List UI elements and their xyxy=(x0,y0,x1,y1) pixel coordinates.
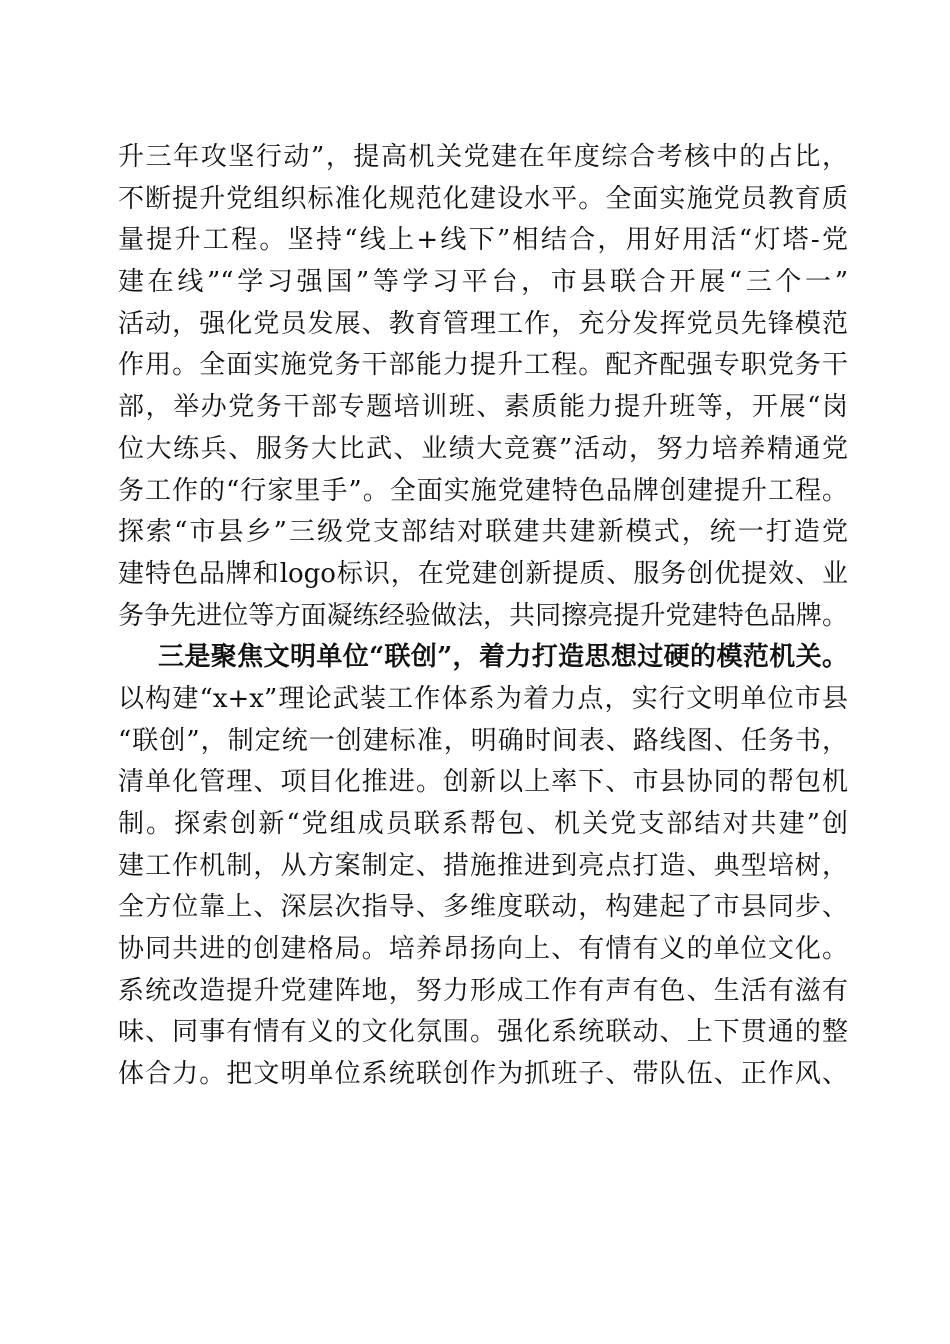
text-line: 建特色品牌和logo标识，在党建创新提质、服务创优提效、业 xyxy=(118,558,848,589)
text-line: 建工作机制，从方案制定、措施推进到亮点打造、典型培树， xyxy=(118,850,848,881)
text-line: 建在线”“学习强国”等学习平台，市县联合开展“三个一” xyxy=(118,267,848,298)
text-line: 全方位靠上、深层次指导、多维度联动，构建起了市县同步、 xyxy=(118,892,848,923)
text-line: 活动，强化党员发展、教育管理工作，充分发挥党员先锋模范 xyxy=(118,308,848,339)
text-line: 清单化管理、项目化推进。创新以上率下、市县协同的帮包机 xyxy=(118,767,848,798)
section-heading: 三是聚焦文明单位“联创”，着力打造思想过硬的模范机关。 xyxy=(158,642,848,673)
text-line: “联创”，制定统一创建标准，明确时间表、路线图、任务书， xyxy=(118,725,848,756)
text-line: 位大练兵、服务大比武、业绩大竞赛”活动，努力培养精通党 xyxy=(118,433,848,464)
text-line: 以构建“x+x”理论武装工作体系为着力点，实行文明单位市县 xyxy=(118,683,848,714)
text-line: 体合力。把文明单位系统联创作为抓班子、带队伍、正作风、 xyxy=(118,1059,848,1090)
text-line: 探索“市县乡”三级党支部结对联建共建新模式，统一打造党 xyxy=(118,517,848,548)
text-line: 协同共进的创建格局。培养昂扬向上、有情有义的单位文化。 xyxy=(118,934,848,965)
text-line: 升三年攻坚行动”，提高机关党建在年度综合考核中的占比， xyxy=(118,142,848,172)
text-line: 作用。全面实施党务干部能力提升工程。配齐配强专职党务干 xyxy=(118,350,848,381)
text-line: 味、同事有情有义的文化氛围。强化系统联动、上下贯通的整 xyxy=(118,1017,848,1048)
text-line: 量提升工程。坚持“线上+线下”相结合，用好用活“灯塔-党 xyxy=(118,225,848,256)
text-line: 部，举办党务干部专题培训班、素质能力提升班等，开展“岗 xyxy=(118,392,848,423)
text-line: 系统改造提升党建阵地，努力形成工作有声有色、生活有滋有 xyxy=(118,975,848,1006)
text-line: 不断提升党组织标准化规范化建设水平。全面实施党员教育质 xyxy=(118,183,848,214)
text-line: 务争先进位等方面凝练经验做法，共同擦亮提升党建特色品牌。 xyxy=(118,600,848,631)
body-text xyxy=(118,137,848,1096)
text-line: 制。探索创新“党组成员联系帮包、机关党支部结对共建”创 xyxy=(118,809,848,839)
text-line: 务工作的“行家里手”。全面实施党建特色品牌创建提升工程。 xyxy=(118,475,848,506)
